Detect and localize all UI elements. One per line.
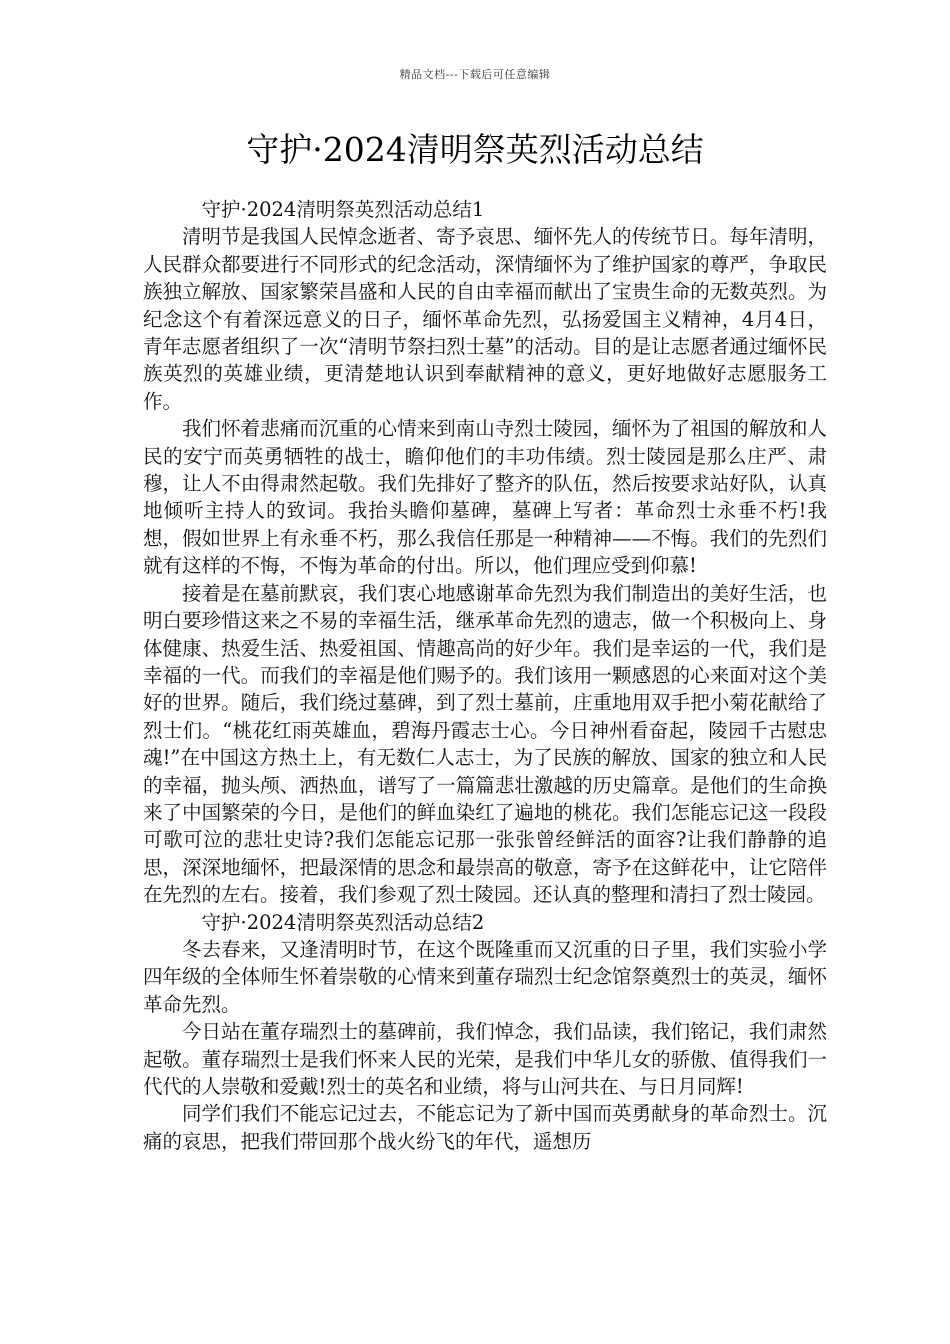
document-body: [143, 196, 827, 1155]
section-heading: 守护·2024清明祭英烈活动总结1: [201, 198, 485, 221]
paragraph: 冬去春来，又逢清明时节，在这个既隆重而又沉重的日子里，我们实验小学四年级的全体师生怀着崇敬的心情来到董存瑞烈士纪念馆祭奠烈士的英灵，缅怀革命先烈。: [143, 937, 827, 1016]
page-header-note: 精品文档---下载后可任意编辑: [399, 68, 551, 81]
paragraph: 我们怀着悲痛而沉重的心情来到南山寺烈士陵园，缅怀为了祖国的解放和人民的安宁而英勇牺牲的战士，瞻仰他们的丰功伟绩。烈士陵园是那么庄严、肃穆，让人不由得肃然起敬。我们先排好了整齐的队伍，然后按要求站好队，认真地倾听主持人的致词。我抬头瞻仰墓碑，墓碑上写者：革命烈士永垂不朽!我想，假如世界上有永垂不朽，那么我信任那是一种精神——不悔。我们的先烈们就有这样的不悔，不悔为革命的付出。所以，他们理应受到仰慕!: [143, 417, 827, 578]
paragraph: 接着是在墓前默哀，我们衷心地感谢革命先烈为我们制造出的美好生活，也明白要珍惜这来之不易的幸福生活，继承革命先烈的遗志，做一个积极向上、身体健康、热爱生活、热爱祖国、情趣高尚的好少年。我们是幸运的一代，我们是幸福的一代。而我们的幸福是他们赐予的。我们该用一颗感恩的心来面对这个美好的世界。随后，我们绕过墓碑，到了烈士墓前，庄重地用双手把小菊花献给了烈士们。“桃花红雨英雄血，碧海丹霞志士心。今日神州看奋起，陵园千古慰忠魂!”在中国这方热土上，有无数仁人志士，为了民族的解放、国家的独立和人民的幸福，抛头颅、洒热血，谱写了一篇篇悲壮激越的历史篇章。是他们的生命换来了中国繁荣的今日，是他们的鲜血染红了遍地的桃花。我们怎能忘记这一段段可歌可泣的悲壮史诗?我们怎能忘记那一张张曾经鲜活的面容?让我们静静的追思，深深地缅怀，把最深情的思念和最崇高的敬意，寄予在这鲜花中，让它陪伴在先烈的左右。接着，我们参观了烈士陵园。还认真的整理和清扫了烈士陵园。: [143, 581, 827, 907]
paragraph: 清明节是我国人民悼念逝者、寄予哀思、缅怀先人的传统节日。每年清明，人民群众都要进行不同形式的纪念活动，深情缅怀为了维护国家的尊严，争取民族独立解放、国家繁荣昌盛和人民的自由幸福而献出了宝贵生命的无数英烈。为纪念这个有着深远意义的日子，缅怀革命先烈，弘扬爱国主义精神，4月4日，青年志愿者组织了一次“清明节祭扫烈士墓”的活动。目的是让志愿者通过缅怀民族英烈的英雄业绩，更清楚地认识到奉献精神的意义，更好地做好志愿服务工作。: [143, 225, 827, 413]
document-title: 守护·2024清明祭英烈活动总结: [246, 130, 704, 169]
paragraph: 今日站在董存瑞烈士的墓碑前，我们悼念，我们品读，我们铭记，我们肃然起敬。董存瑞烈士是我们怀来人民的光荣，是我们中华儿女的骄傲、值得我们一代代的人崇敬和爱戴!烈士的英名和业绩，将与山河共在、与日月同辉!: [143, 1020, 827, 1098]
paragraph: 同学们我们不能忘记过去，不能忘记为了新中国而英勇献身的革命烈士。沉痛的哀思，把我们带回那个战火纷飞的年代，遥想历: [143, 1102, 827, 1153]
section-heading: 守护·2024清明祭英烈活动总结2: [201, 910, 485, 934]
